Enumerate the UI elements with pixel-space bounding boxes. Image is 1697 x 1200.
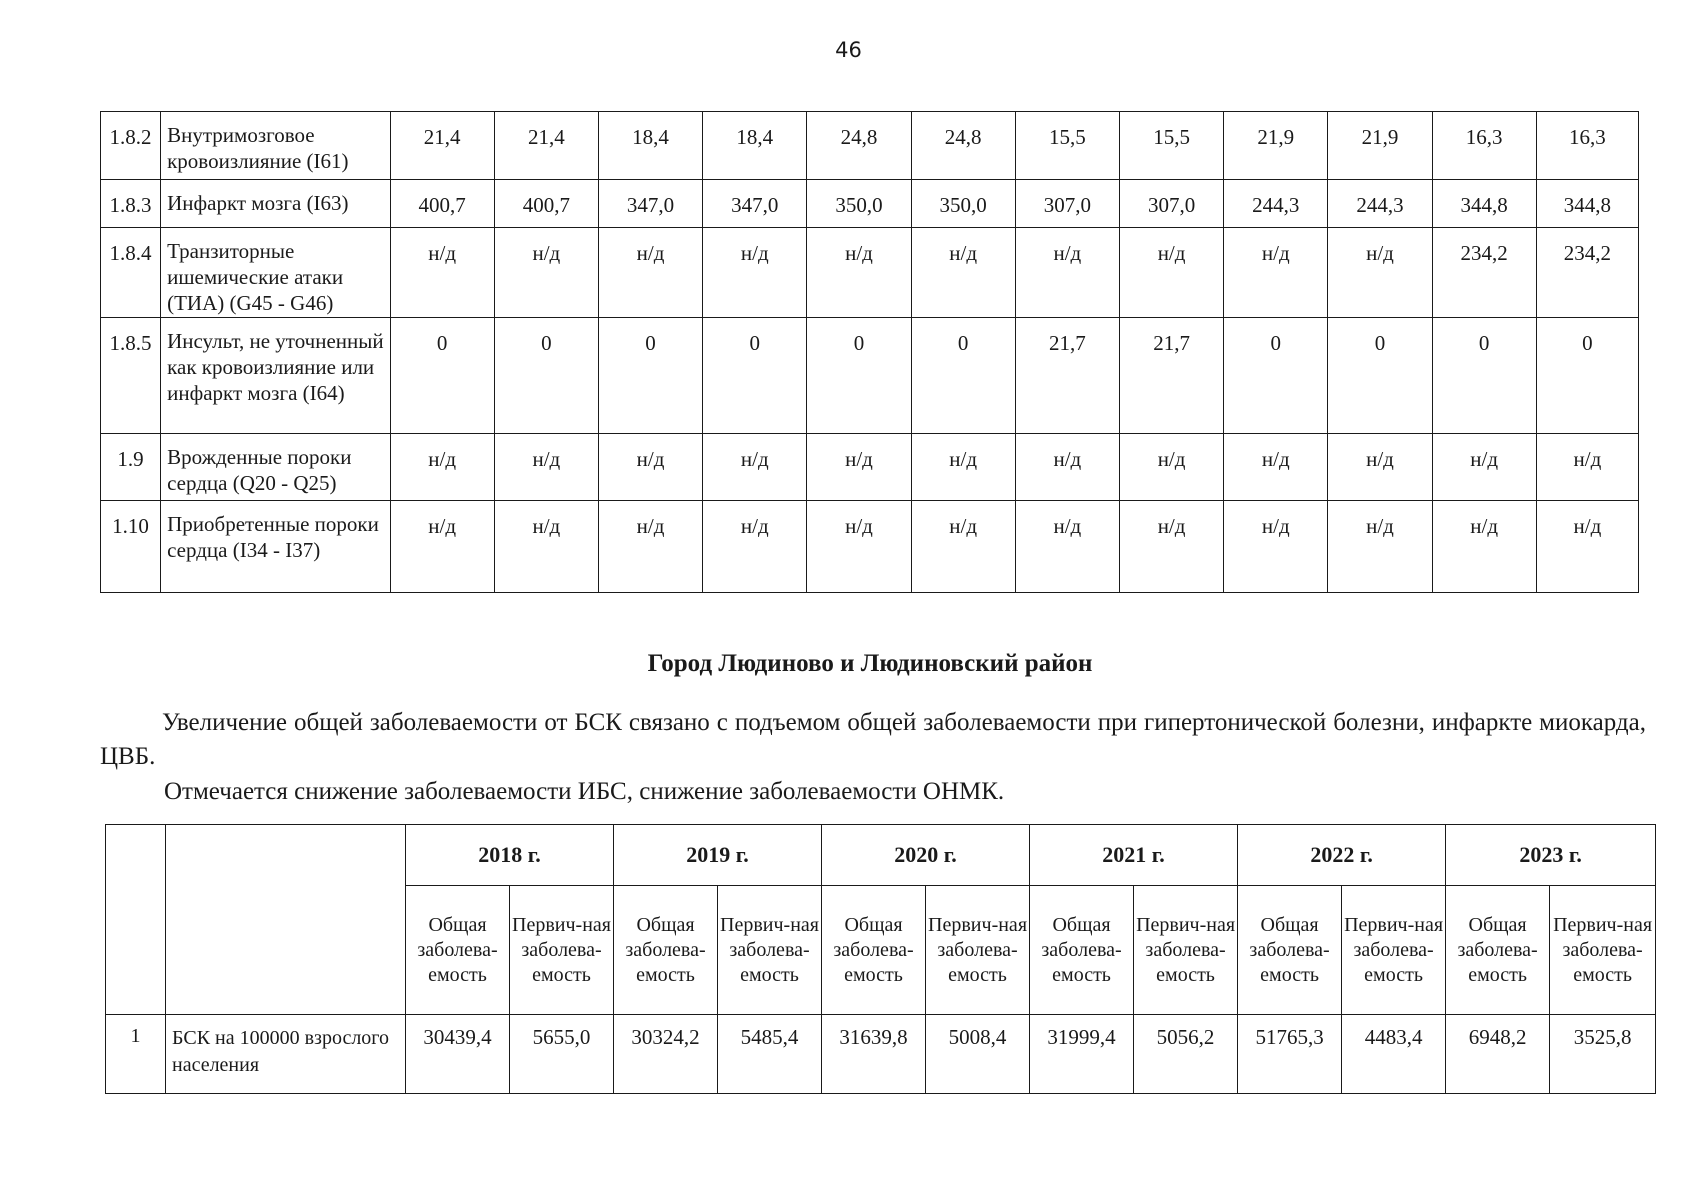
- value-cell: 244,3: [1224, 180, 1328, 228]
- value-cell: 31639,8: [822, 1015, 926, 1094]
- value-cell: 0: [1328, 318, 1432, 434]
- general-incidence-header: Общая заболева-емость: [1238, 886, 1342, 1015]
- value-cell: 24,8: [911, 112, 1015, 180]
- value-cell: н/д: [598, 434, 702, 501]
- value-cell: 344,8: [1536, 180, 1638, 228]
- table-row: [101, 501, 1639, 593]
- value-cell: 3525,8: [1550, 1015, 1656, 1094]
- value-cell: 350,0: [807, 180, 911, 228]
- value-cell: 6948,2: [1446, 1015, 1550, 1094]
- value-cell: н/д: [1328, 434, 1432, 501]
- row-name: Внутримозговое кровоизлияние (I61): [161, 112, 390, 180]
- value-cell: 5485,4: [718, 1015, 822, 1094]
- value-cell: 0: [807, 318, 911, 434]
- row-number: 1.9: [101, 434, 161, 501]
- value-cell: н/д: [1224, 434, 1328, 501]
- value-cell: 0: [911, 318, 1015, 434]
- value-cell: 244,3: [1328, 180, 1432, 228]
- table-row: [106, 1015, 1656, 1094]
- value-cell: н/д: [1328, 228, 1432, 318]
- value-cell: н/д: [703, 434, 807, 501]
- primary-incidence-header: Первич-ная заболева-емость: [718, 886, 822, 1015]
- value-cell: 0: [390, 318, 494, 434]
- value-cell: н/д: [1536, 501, 1638, 593]
- year-header: 2018 г.: [406, 825, 614, 886]
- value-cell: 31999,4: [1030, 1015, 1134, 1094]
- value-cell: н/д: [390, 501, 494, 593]
- value-cell: 15,5: [1015, 112, 1119, 180]
- section-heading: Город Людиново и Людиновский район: [647, 650, 1093, 677]
- value-cell: н/д: [1432, 501, 1536, 593]
- value-cell: 30439,4: [406, 1015, 510, 1094]
- table-row: [101, 228, 1639, 318]
- value-cell: н/д: [390, 434, 494, 501]
- value-cell: 5655,0: [510, 1015, 614, 1094]
- paragraph-2: Отмечается снижение заболеваемости ИБС, снижение заболеваемости ОНМК.: [164, 778, 1005, 805]
- general-incidence-header: Общая заболева-емость: [614, 886, 718, 1015]
- value-cell: н/д: [1432, 434, 1536, 501]
- value-cell: 21,9: [1328, 112, 1432, 180]
- row-name: БСК на 100000 взрослого населения: [166, 1015, 406, 1094]
- value-cell: 0: [1432, 318, 1536, 434]
- value-cell: 51765,3: [1238, 1015, 1342, 1094]
- row-number: 1.8.5: [101, 318, 161, 434]
- value-cell: 18,4: [598, 112, 702, 180]
- year-header: 2021 г.: [1030, 825, 1238, 886]
- value-cell: 21,4: [390, 112, 494, 180]
- row-name: Инсульт, не уточненный как кровоизлияние или инфаркт мозга (I64): [161, 318, 390, 434]
- value-cell: 0: [1536, 318, 1638, 434]
- year-header: 2023 г.: [1446, 825, 1656, 886]
- value-cell: 30324,2: [614, 1015, 718, 1094]
- header-num-cell: [106, 825, 166, 1015]
- row-number: 1.8.2: [101, 112, 161, 180]
- bottom-data-table: [105, 824, 1656, 1094]
- value-cell: 400,7: [390, 180, 494, 228]
- primary-incidence-header: Первич-ная заболева-емость: [1134, 886, 1238, 1015]
- table-row: [101, 112, 1639, 180]
- value-cell: 347,0: [703, 180, 807, 228]
- year-header: 2020 г.: [822, 825, 1030, 886]
- year-header-row: [106, 825, 1656, 886]
- value-cell: н/д: [1119, 434, 1223, 501]
- header-name-cell: [166, 825, 406, 1015]
- value-cell: н/д: [1119, 501, 1223, 593]
- value-cell: 347,0: [598, 180, 702, 228]
- value-cell: н/д: [494, 501, 598, 593]
- value-cell: н/д: [807, 434, 911, 501]
- table-row: [101, 180, 1639, 228]
- value-cell: 16,3: [1432, 112, 1536, 180]
- value-cell: 0: [598, 318, 702, 434]
- value-cell: 0: [703, 318, 807, 434]
- value-cell: 5008,4: [926, 1015, 1030, 1094]
- row-number: 1: [106, 1015, 166, 1094]
- value-cell: н/д: [390, 228, 494, 318]
- value-cell: н/д: [494, 434, 598, 501]
- value-cell: 0: [494, 318, 598, 434]
- general-incidence-header: Общая заболева-емость: [1446, 886, 1550, 1015]
- value-cell: 307,0: [1119, 180, 1223, 228]
- value-cell: н/д: [911, 228, 1015, 318]
- row-number: 1.10: [101, 501, 161, 593]
- value-cell: 234,2: [1432, 228, 1536, 318]
- table-row: [101, 434, 1639, 501]
- year-header: 2019 г.: [614, 825, 822, 886]
- row-name: Врожденные пороки сердца (Q20 - Q25): [161, 434, 390, 501]
- row-name: Транзиторные ишемические атаки (ТИА) (G45 - G46): [161, 228, 390, 318]
- primary-incidence-header: Первич-ная заболева-емость: [1550, 886, 1656, 1015]
- value-cell: 21,4: [494, 112, 598, 180]
- value-cell: 24,8: [807, 112, 911, 180]
- value-cell: 400,7: [494, 180, 598, 228]
- row-name: Инфаркт мозга (I63): [161, 180, 390, 228]
- value-cell: 21,7: [1015, 318, 1119, 434]
- value-cell: н/д: [1015, 228, 1119, 318]
- value-cell: 18,4: [703, 112, 807, 180]
- value-cell: н/д: [1328, 501, 1432, 593]
- value-cell: 350,0: [911, 180, 1015, 228]
- general-incidence-header: Общая заболева-емость: [406, 886, 510, 1015]
- general-incidence-header: Общая заболева-емость: [1030, 886, 1134, 1015]
- value-cell: 15,5: [1119, 112, 1223, 180]
- value-cell: 307,0: [1015, 180, 1119, 228]
- value-cell: н/д: [703, 501, 807, 593]
- value-cell: н/д: [807, 501, 911, 593]
- value-cell: н/д: [1119, 228, 1223, 318]
- value-cell: н/д: [1015, 501, 1119, 593]
- value-cell: н/д: [703, 228, 807, 318]
- primary-incidence-header: Первич-ная заболева-емость: [510, 886, 614, 1015]
- value-cell: н/д: [598, 501, 702, 593]
- value-cell: 4483,4: [1342, 1015, 1446, 1094]
- value-cell: н/д: [807, 228, 911, 318]
- value-cell: н/д: [1224, 501, 1328, 593]
- value-cell: 344,8: [1432, 180, 1536, 228]
- primary-incidence-header: Первич-ная заболева-емость: [1342, 886, 1446, 1015]
- primary-incidence-header: Первич-ная заболева-емость: [926, 886, 1030, 1015]
- value-cell: н/д: [494, 228, 598, 318]
- value-cell: 234,2: [1536, 228, 1638, 318]
- value-cell: 21,9: [1224, 112, 1328, 180]
- row-number: 1.8.3: [101, 180, 161, 228]
- page-number: 46: [835, 38, 862, 62]
- value-cell: 16,3: [1536, 112, 1638, 180]
- value-cell: н/д: [1015, 434, 1119, 501]
- value-cell: н/д: [1536, 434, 1638, 501]
- value-cell: 0: [1224, 318, 1328, 434]
- year-header: 2022 г.: [1238, 825, 1446, 886]
- value-cell: 5056,2: [1134, 1015, 1238, 1094]
- row-number: 1.8.4: [101, 228, 161, 318]
- value-cell: н/д: [911, 501, 1015, 593]
- value-cell: н/д: [1224, 228, 1328, 318]
- value-cell: н/д: [911, 434, 1015, 501]
- general-incidence-header: Общая заболева-емость: [822, 886, 926, 1015]
- row-name: Приобретенные пороки сердца (I34 - I37): [161, 501, 390, 593]
- value-cell: н/д: [598, 228, 702, 318]
- paragraph-1: Увеличение общей заболеваемости от БСК связано с подъемом общей заболеваемости при гипертонической болезни, инфаркте миокарда, ЦВБ.: [100, 709, 1646, 770]
- top-data-table: [100, 111, 1639, 593]
- value-cell: 21,7: [1119, 318, 1223, 434]
- table-row: [101, 318, 1639, 434]
